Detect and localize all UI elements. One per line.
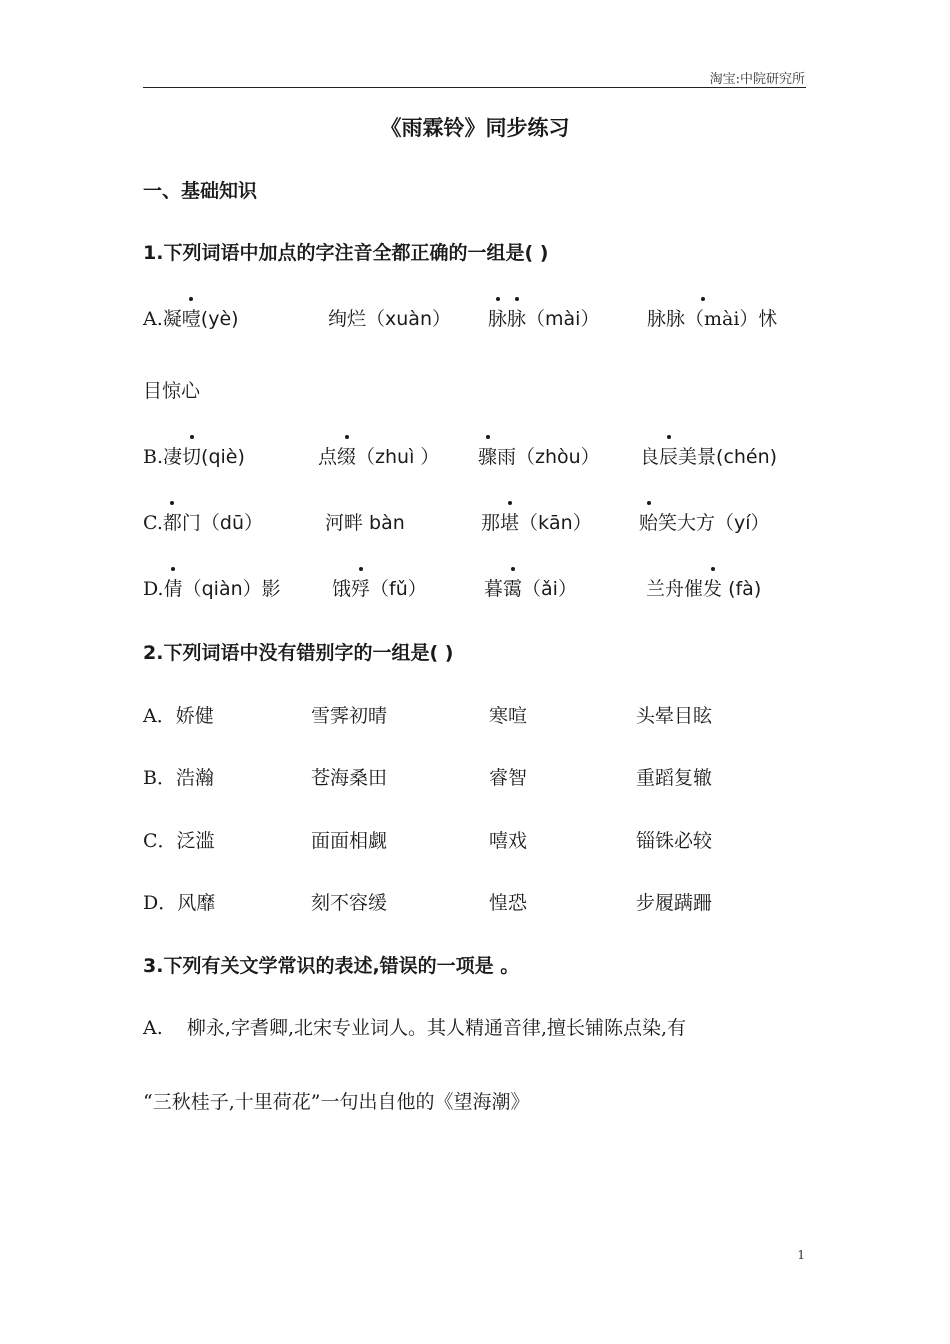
page-title: 《雨霖铃》同步练习 [380, 116, 570, 140]
q2-option-b-1: B．浩瀚 [143, 767, 214, 789]
q2-option-c-3: 嘻戏 [489, 830, 528, 852]
q2-option-b-4: 重蹈复辙 [636, 767, 713, 789]
q1-option-a-word4-pinyin: 目惊心 [143, 380, 201, 402]
question-3-stem: 3.下列有关文学常识的表述,错误的一项是 。 [143, 955, 520, 977]
q3-option-a-line1: A. 柳永,字耆卿,北宋专业词人。其人精通音律,擅长铺陈点染,有 [143, 1017, 687, 1039]
q2-option-b-2: 苍海桑田 [311, 767, 388, 789]
question-1-stem: 1.下列词语中加点的字注音全都正确的一组是( ) [143, 242, 549, 264]
q2-option-d-2: 刻不容缓 [311, 892, 388, 914]
q1-option-b-word1: B.凄切(qiè) [143, 442, 245, 469]
header-shop-label: 淘宝:中院研究所 [709, 72, 805, 87]
q1-option-a-word1: A.凝噎(yè) [143, 304, 239, 331]
q2-option-b-3: 睿智 [489, 767, 528, 789]
q2-option-a-4: 头晕目眩 [636, 705, 713, 727]
q2-option-a-1: A．娇健 [143, 705, 214, 727]
q1-option-a-word3: 脉脉（mài） [488, 304, 599, 331]
q1-option-a-word2: 绚烂（xuàn） [328, 308, 451, 330]
q2-option-d-4: 步履蹒跚 [636, 892, 713, 914]
q1-option-b-word2: 点缀（zhuì ） [318, 442, 439, 469]
question-2-stem: 2.下列词语中没有错别字的一组是( ) [143, 642, 454, 664]
header-rule [143, 87, 806, 88]
q2-option-c-4: 锱铢必较 [636, 830, 713, 852]
q1-option-d-word4: 兰舟催发 (fà) [646, 574, 761, 601]
q2-option-d-1: D．风靡 [143, 892, 216, 914]
q2-option-a-3: 寒喧 [489, 705, 528, 727]
q1-option-d-word3: 暮霭（ǎi） [484, 574, 577, 601]
section-heading: 一、基础知识 [143, 180, 258, 202]
q1-option-c-word1: C.都门（dū） [143, 508, 263, 535]
q2-option-c-2: 面面相觑 [311, 830, 388, 852]
q1-option-a-word4: 脉脉（mài）怵 [647, 304, 777, 331]
q2-option-a-2: 雪霁初晴 [311, 705, 388, 727]
q2-option-c-1: C．泛滥 [143, 830, 215, 852]
q1-option-c-word2: 河畔 bàn [325, 512, 405, 534]
q1-option-d-word2: 饿殍（fǔ） [332, 574, 427, 601]
page-number: 1 [797, 1248, 805, 1262]
q1-option-d-word1: D.倩（qiàn）影 [143, 574, 281, 601]
q3-option-a-line2: “三秋桂子,十里荷花”一句出自他的《望海潮》 [143, 1091, 530, 1113]
q2-option-d-3: 惶恐 [489, 892, 528, 914]
q1-option-b-word3: 骤雨（zhòu） [478, 442, 600, 469]
q1-option-b-word4: 良辰美景(chén) [640, 442, 777, 469]
q1-option-c-word3: 那堪（kān） [481, 508, 592, 535]
q1-option-c-word4: 贻笑大方（yí） [639, 508, 770, 535]
